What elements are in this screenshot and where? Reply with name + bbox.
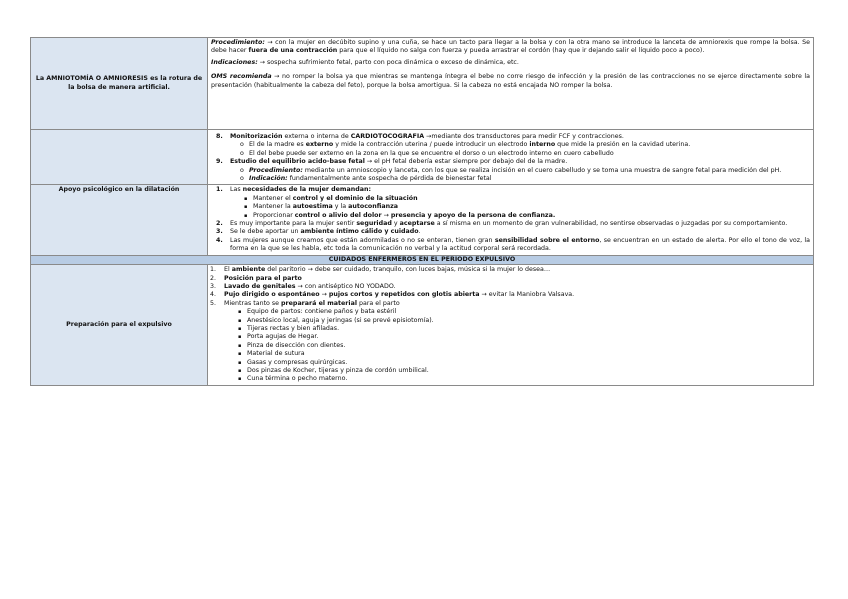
list-item: 1. Las necesidades de la mujer demandan: ▪ Mantener el control y el dominio de la situación ▪ Mantener la autoestima y la autoconfianza ▪ Proporcionar control o alivio del dolor → presencia y apoyo de la persona de confianza. — [216, 186, 810, 220]
expulsivo-content — [208, 265, 814, 386]
material-item: ▪ Pinza de disección con dientes. — [238, 341, 346, 349]
section-title: CUIDADOS ENFERMEROS EN EL PERIODO EXPULSIVO — [31, 255, 814, 264]
list-item: 2. Es muy importante para la mujer sentir seguridad y aceptarse a sí misma en un momento de gran vulnerabilidad, no sentirse observadas o juzgadas por su comportamiento. — [216, 220, 788, 228]
list-item: 4. Las mujeres aunque creamos que están adormiladas o no se enteran, tienen gran sensibilidad sobre el entorno, se encuentran en un estado de alerta. Por ello el tono de voz, la forma en la que se les habla, etc toda la comunicación no verbal y la actitud corporal será recordada. — [216, 236, 811, 253]
nursing-care-table — [30, 37, 814, 386]
material-item: ▪ Gasas y compresas quirúrgicas. — [238, 358, 348, 366]
amniotomia-content — [208, 38, 814, 130]
row-label-apoyo: Apoyo psicológico en la dilatación — [31, 185, 208, 255]
row-label-expulsivo: Preparación para el expulsivo — [31, 265, 208, 386]
list-item: o Indicación: fundamentalmente ante sospecha de pérdida de bienestar fetal — [240, 175, 492, 183]
amniotomia-indications: Indicaciones: → sospecha sufrimiento fetal, parto con poca dinámica o exceso de dinámica, etc. — [211, 58, 519, 66]
material-item: ▪ Cuna términa o pecho materno. — [238, 375, 348, 383]
table-row-apoyo — [31, 185, 814, 255]
list-item: o El de la madre es externo y mide la contracción uterina / puede introducir un electrodo interno que mide la presión en la cavidad uterina. — [240, 141, 691, 149]
material-item: ▪ Dos pinzas de Kocher, tijeras y pinza de cordón umbilical. — [238, 366, 429, 374]
amniotomia-procedure: Procedimiento: → con la mujer en decúbito supino y una cuña, se hace un tacto para llegar a la bolsa y con la otra mano se introduce la lanceta de amniorexis que rompe la bolsa. Se debe hacer fuera de una contracción para que el líquido no salga con fuerza y pueda arrastrar el cordón (hay que ir dejando salir el líquido poco a poco). — [211, 39, 810, 55]
table-row-monitorizacion — [31, 130, 814, 185]
table-row-amniotomia — [31, 38, 814, 130]
list-item: ▪ Mantener la autoestima y la autoconfianza — [244, 203, 399, 211]
material-item: ▪ Equipo de partos: contiene paños y bata estéril — [238, 308, 397, 316]
amniotomia-label: La AMNIOTOMÍA O AMNIORESIS es la rotura de la bolsa de manera artificial. — [35, 75, 203, 91]
material-item: ▪ Material de sutura — [238, 350, 305, 358]
row-label-amniotomia — [31, 38, 208, 130]
monitorizacion-content — [208, 130, 814, 185]
row-label-monitorizacion — [31, 130, 208, 185]
list-item: ▪ Mantener el control y el dominio de la situación — [244, 194, 418, 202]
amniotomia-oms: OMS recomienda → no romper la bolsa ya que mientras se mantenga íntegra el bebe no corre riesgo de infección y la presión de las contracciones no se ejerce directamente sobre la presentación (habitualmente la cabeza del feto), porque la bolsa amortigua. Si la cabeza no está encajada NO romper la bolsa. — [211, 73, 811, 89]
list-item: 3. Lavado de genitales → con antiséptico NO YODADO. — [210, 282, 396, 290]
list-item: o El del bebe puede ser externo en la zona en la que se encuentre el dorso o un electrodo interno en cuero cabelludo — [240, 149, 614, 157]
list-item: 9. Estudio del equilibrio acido-base fetal → el pH fetal debería estar siempre por debajo del de la madre. o Procedimiento: mediante un amnioscopio y lanceta, con los que se realiza incisión en el cuero cabelludo y se toma una muestra de sangre fetal para medición del pH. o Indicación: fundamentalmente ante sospecha de pérdida de bienestar fetal — [216, 158, 810, 183]
list-item: o Procedimiento: mediante un amnioscopio y lanceta, con los que se realiza incisión en el cuero cabelludo y se toma una muestra de sangre fetal para medición del pH. — [240, 166, 782, 174]
material-item: ▪ Anestésico local, aguja y jeringas (si se prevé episiotomía). — [238, 316, 434, 324]
list-item: ▪ Proporcionar control o alivio del dolor → presencia y apoyo de la persona de confianza. — [244, 211, 556, 219]
material-item: ▪ Tijeras rectas y bien afiladas. — [238, 324, 340, 332]
list-item: 4. Pujo dirigido o espontáneo → pujos cortos y repetidos con glotis abierta → evitar la Maniobra Valsava. — [210, 291, 575, 299]
section-band-expulsivo — [31, 255, 814, 264]
list-item: 8. Monitorización externa o interna de CARDIOTOCOGRAFIA →mediante dos transductores para medir FCF y contracciones. o El de la madre es externo y mide la contracción uterina / puede introducir un electrodo interno que mide la presión en la cavidad uterina. o El del bebe puede ser externo en la zona en la que se encuentre el dorso o un electrodo interno en cuero cabelludo — [216, 133, 810, 158]
list-item: 5. Mientras tanto se preparará el material para el parto ▪ Equipo de partos: contiene paños y bata estéril ▪ Anestésico local, aguja y jeringas (si se prevé episiotomía). ▪ Tijeras rectas y bien afiladas. ▪ Porta agujas de Hegar. ▪ Pinza de disección con dientes. ▪ Material de sutura ▪ Gasas y compresas quirúrgicas. ▪ Dos pinzas de Kocher, tijeras y pinza de cordón umbilical. ▪ Cuna términa o pecho materno. — [210, 300, 810, 384]
list-item: 3. Se le debe aportar un ambiente íntimo cálido y cuidado. — [216, 228, 421, 236]
material-item: ▪ Porta agujas de Hegar. — [238, 333, 319, 341]
apoyo-content — [208, 185, 814, 255]
list-item: 2. Posición para el parto — [210, 274, 302, 282]
list-item: 1. El ambiente del paritorio → debe ser cuidado, tranquilo, con luces bajas, música si la mujer lo desea… — [210, 266, 551, 274]
table-row-expulsivo — [31, 265, 814, 386]
